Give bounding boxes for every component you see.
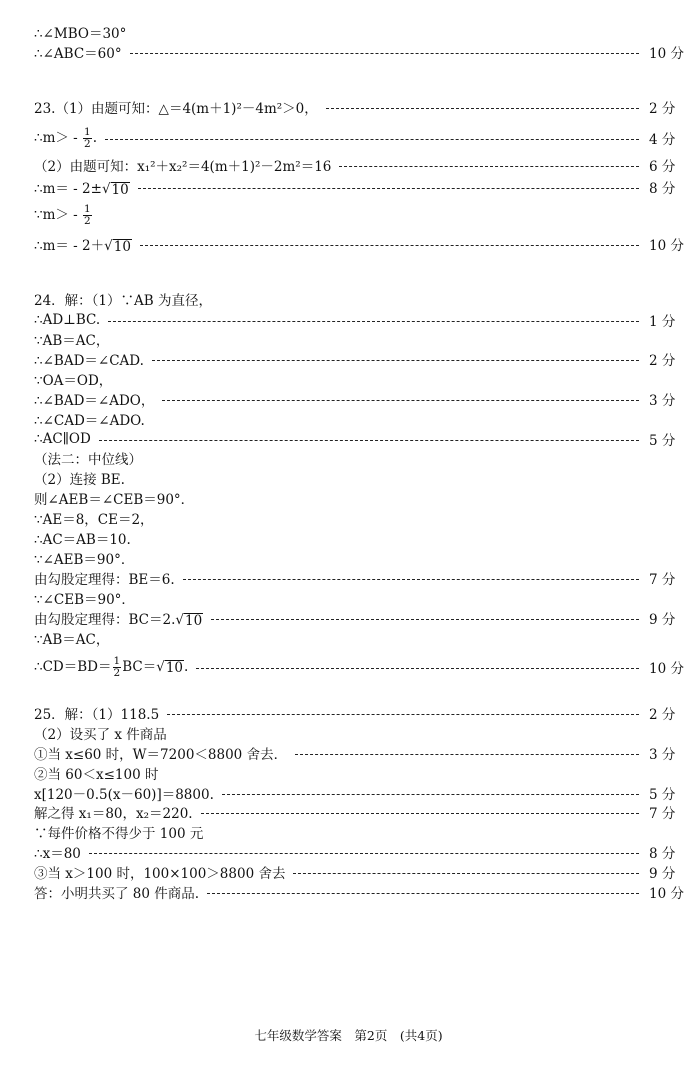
answer-text — [34, 842, 81, 862]
answer-text-part: ②当 60＜x≤100 时 — [34, 767, 159, 783]
answer-line — [34, 703, 676, 723]
score-points: 10 分 — [649, 46, 684, 62]
answer-line — [34, 429, 676, 449]
answer-text — [34, 743, 287, 763]
score-points: 1 分 — [649, 314, 676, 330]
answer-line — [34, 310, 676, 330]
answer-text — [34, 568, 175, 588]
answer-text — [34, 822, 203, 842]
answer-text — [34, 802, 193, 822]
answer-text-part: ∴∠ABC＝60° — [34, 46, 122, 62]
answer-line — [34, 468, 645, 488]
radical-sign: √ — [101, 181, 111, 197]
answer-line — [34, 389, 676, 409]
score-points: 2 分 — [649, 707, 676, 723]
answer-text-part: ∵OA＝OD， — [34, 373, 113, 389]
dashed-leader — [222, 794, 639, 795]
answer-text — [34, 763, 158, 783]
answer-text — [34, 548, 134, 568]
answer-text-part: ∵每件价格不得少于 100 元 — [34, 826, 204, 842]
score-points: 10 分 — [649, 661, 684, 677]
answer-text-part: 23.（1）由题可知：△＝4(m＋1)²－4m²＞0， — [34, 101, 318, 117]
answer-text — [34, 703, 159, 723]
answer-text — [34, 723, 167, 743]
dashed-leader — [162, 400, 639, 401]
score-points: 5 分 — [649, 433, 676, 449]
fraction-numerator: 1 — [84, 126, 91, 138]
answer-line — [34, 488, 645, 508]
radicand: 10 — [165, 660, 183, 676]
dashed-leader — [108, 321, 639, 322]
answer-text-part: ∴∠CAD＝∠ADO. — [34, 413, 145, 429]
answer-line — [34, 723, 645, 743]
answer-text-part: . — [184, 659, 189, 675]
answer-line — [34, 409, 645, 429]
answer-text — [34, 177, 130, 197]
dashed-leader — [211, 619, 639, 620]
fraction-numerator: 1 — [113, 655, 121, 667]
answer-text — [34, 508, 154, 528]
answer-line — [34, 842, 676, 862]
answer-text-part: ∴∠MBO＝30° — [34, 26, 127, 42]
dashed-leader — [293, 873, 639, 874]
fraction-numerator: 1 — [84, 203, 91, 215]
answer-text-part: 答：小明共买了 80 件商品. — [34, 886, 200, 902]
answer-text — [34, 431, 91, 447]
dashed-leader — [339, 166, 639, 167]
answer-line — [34, 743, 676, 763]
dashed-leader — [89, 853, 639, 854]
answer-text-part: 由勾股定理得：BE＝6. — [34, 572, 175, 588]
answer-text-part: 由勾股定理得：BC＝2 — [34, 612, 172, 628]
answer-line — [34, 655, 684, 679]
fraction-denominator: 2 — [113, 667, 121, 679]
square-root — [156, 659, 184, 675]
score-points: 5 分 — [649, 787, 676, 803]
answer-text-part: ∵AB＝AC， — [34, 632, 110, 648]
dashed-leader — [138, 188, 639, 189]
answer-text-part: BC＝ — [122, 659, 157, 675]
answer-text-part: ∵∠CEB＝90°． — [34, 592, 135, 608]
answer-text — [34, 22, 126, 42]
answer-line — [34, 608, 676, 629]
square-root — [104, 238, 132, 254]
dashed-leader — [167, 714, 639, 715]
answer-text — [34, 862, 285, 882]
answer-text — [34, 42, 122, 62]
answer-text-part: ∴AC∥OD — [34, 431, 91, 447]
answer-text — [34, 126, 97, 150]
answer-line — [34, 205, 645, 225]
answer-line — [34, 97, 676, 117]
answer-text-part: （2）设买了 x 件商品 — [34, 727, 167, 743]
answer-text — [34, 882, 199, 902]
fraction — [83, 204, 92, 227]
score-points: 2 分 — [649, 353, 676, 369]
answer-text-part: ∴∠BAD＝∠CAD. — [34, 353, 144, 369]
radicand: 10 — [185, 613, 203, 629]
answer-text — [34, 312, 100, 328]
score-points: 4 分 — [649, 132, 676, 148]
answer-text-part: （2）由题可知：x₁²＋x₂²＝4(m＋1)²－2m²＝16 — [34, 159, 332, 175]
fraction-denominator: 2 — [84, 138, 91, 150]
answer-line — [34, 234, 684, 255]
answer-line — [34, 802, 676, 822]
radicand: 10 — [111, 182, 129, 198]
answer-line — [34, 22, 645, 42]
answer-text-part: ∴AD⊥BC. — [34, 312, 101, 328]
answer-line — [34, 42, 684, 62]
score-points: 10 分 — [649, 886, 684, 902]
answer-text-part: ∴AC＝AB＝10. — [34, 532, 131, 548]
answer-text-part: ∴∠BAD＝∠ADO， — [34, 393, 155, 409]
score-points: 9 分 — [649, 612, 676, 628]
dashed-leader — [326, 108, 639, 109]
score-points: 3 分 — [649, 747, 676, 763]
answer-line — [34, 329, 645, 349]
answer-text-part: ∴x＝80 — [34, 846, 81, 862]
fraction-denominator: 2 — [84, 215, 91, 227]
answer-text-part: . — [171, 612, 176, 628]
answer-line — [34, 126, 676, 150]
dashed-leader — [183, 579, 639, 580]
answer-text — [34, 155, 331, 175]
fraction — [83, 127, 92, 150]
answer-text — [34, 389, 154, 409]
answer-text — [34, 528, 131, 548]
score-points: 8 分 — [649, 846, 676, 862]
answer-line — [34, 369, 645, 389]
dashed-leader — [207, 893, 639, 894]
answer-text — [34, 628, 109, 648]
answer-line — [34, 177, 676, 198]
answer-text-part: ①当 x≤60 时，W＝7200＜8800 舍去． — [34, 747, 288, 763]
score-points: 6 分 — [649, 159, 676, 175]
answer-text — [34, 655, 188, 679]
answer-text — [34, 203, 93, 227]
answer-text-part: x[120－0.5(x－60)]＝8800. — [34, 787, 214, 803]
answer-line — [34, 822, 645, 842]
answer-text-part: （2）连接 BE. — [34, 472, 125, 488]
answer-line — [34, 862, 676, 882]
answer-line — [34, 528, 645, 548]
answer-line — [34, 548, 645, 568]
answer-line — [34, 448, 645, 468]
answer-text-part: ∴CD＝BD＝ — [34, 659, 112, 675]
answer-text-part: 24．解：（1）∵AB 为直径， — [34, 293, 212, 309]
radicand: 10 — [113, 239, 131, 255]
answer-text — [34, 488, 194, 508]
score-points: 10 分 — [649, 238, 684, 254]
square-root — [102, 181, 130, 197]
answer-text — [34, 448, 142, 468]
dashed-leader — [105, 139, 639, 140]
answer-text-part: ∵AB＝AC， — [34, 333, 110, 349]
answer-line — [34, 508, 645, 528]
answer-text-part: ∴m＝ - 2± — [34, 181, 102, 197]
answer-text — [34, 468, 125, 488]
answer-text-part: 25．解：（1）118.5 — [34, 707, 160, 723]
answer-text — [34, 608, 203, 628]
score-points: 8 分 — [649, 181, 676, 197]
answer-text-part: ∴m＞ - — [34, 130, 83, 146]
dashed-leader — [99, 440, 639, 441]
score-points: 7 分 — [649, 806, 676, 822]
answer-text — [34, 329, 109, 349]
answer-line — [34, 882, 684, 902]
answer-text — [34, 289, 212, 309]
radical-sign: √ — [104, 238, 113, 254]
answer-line — [34, 289, 645, 309]
dashed-leader — [196, 668, 639, 669]
answer-line — [34, 783, 676, 803]
answer-text — [34, 97, 318, 117]
answer-line — [34, 763, 645, 783]
dashed-leader — [201, 813, 639, 814]
answer-line — [34, 588, 645, 608]
answer-text — [34, 234, 132, 254]
score-points: 3 分 — [649, 393, 676, 409]
answer-text-part: ∵m＞ - — [34, 207, 83, 223]
square-root — [175, 612, 203, 628]
dashed-leader — [130, 53, 639, 54]
answer-text-part: （法二：中位线） — [34, 452, 142, 468]
answer-text-part: 则∠AEB＝∠CEB＝90°． — [34, 492, 195, 508]
answer-line — [34, 628, 645, 648]
answer-line — [34, 155, 676, 175]
answer-text-part: ∵AE＝8，CE＝2， — [34, 512, 154, 528]
dashed-leader — [295, 754, 639, 755]
radical-sign: √ — [156, 659, 165, 675]
answer-text — [34, 369, 112, 389]
answer-text — [34, 409, 145, 429]
answer-text-part: ③当 x＞100 时，100×100＞8800 舍去 — [34, 866, 286, 882]
answer-text-part: 解之得 x₁＝80，x₂＝220. — [34, 806, 193, 822]
fraction — [113, 656, 122, 679]
dashed-leader — [140, 245, 639, 246]
score-points: 9 分 — [649, 866, 676, 882]
answer-text — [34, 349, 144, 369]
answer-text-part: . — [92, 130, 98, 146]
answer-text — [34, 783, 214, 803]
answer-text — [34, 588, 135, 608]
radical-sign: √ — [175, 612, 184, 628]
answer-line — [34, 568, 676, 588]
page-footer: 七年级数学答案 第2页 (共4页) — [254, 1028, 443, 1043]
answer-text-part: ∴m＝ - 2＋ — [34, 238, 105, 254]
dashed-leader — [152, 360, 639, 361]
score-points: 2 分 — [649, 101, 676, 117]
score-points: 7 分 — [649, 572, 676, 588]
answer-text-part: ∵∠AEB＝90°． — [34, 552, 135, 568]
answer-line — [34, 349, 676, 369]
